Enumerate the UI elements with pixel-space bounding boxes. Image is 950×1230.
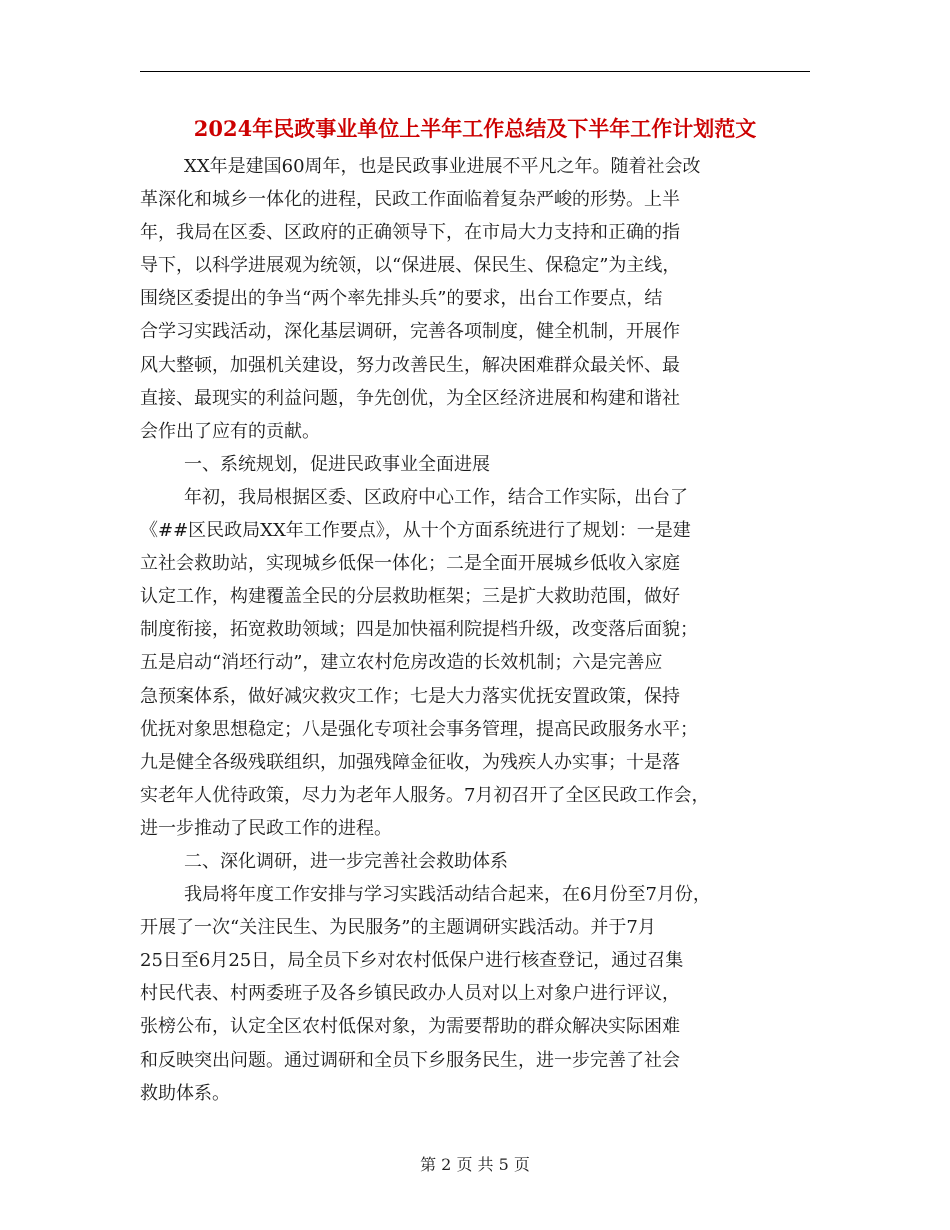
paragraph-line: XX年是建国60周年，也是民政事业进展不平凡之年。随着社会改	[184, 156, 701, 177]
paragraph-line: 制度衔接，拓宽救助领域；四是加快福利院提档升级，改变落后面貌；	[140, 619, 698, 641]
paragraph-line: 五是启动“消坯行动”，建立农村危房改造的长效机制；六是完善应	[140, 652, 663, 674]
paragraph-line: 围绕区委提出的争当“两个率先排头兵”的要求，出台工作要点，结	[140, 288, 663, 310]
paragraph-line: 年，我局在区委、区政府的正确领导下，在市局大力支持和正确的指	[140, 222, 680, 244]
paragraph-line: 我局将年度工作安排与学习实践活动结合起来，在6月份至7月份，	[184, 884, 711, 906]
paragraph-line: 九是健全各级残联组织，加强残障金征收，为残疾人办实事；十是落	[140, 751, 680, 773]
section-heading: 二、深化调研，进一步完善社会救助体系	[184, 850, 508, 872]
paragraph-line: 直接、最现实的利益问题，争先创优，为全区经济进展和构建和谐社	[140, 387, 680, 409]
paragraph-line: 村民代表、村两委班子及各乡镇民政办人员对以上对象户进行评议，	[140, 983, 680, 1005]
paragraph-line: 导下，以科学进展观为统领，以“保进展、保民生、保稳定”为主线，	[140, 255, 681, 277]
paragraph-line: 和反映突出问题。通过调研和全员下乡服务民生，进一步完善了社会	[140, 1049, 680, 1071]
paragraph-line: 《##区民政局XX年工作要点》，从十个方面系统进行了规划：一是建	[140, 520, 691, 542]
paragraph-line: 合学习实践活动，深化基层调研，完善各项制度，健全机制，开展作	[140, 321, 680, 343]
paragraph-line: 革深化和城乡一体化的进程，民政工作面临着复杂严峻的形势。上半	[140, 189, 680, 211]
document-body	[140, 150, 830, 1110]
paragraph-line: 优抚对象思想稳定；八是强化专项社会事务管理，提高民政服务水平；	[140, 718, 698, 740]
paragraph-line: 立社会救助站，实现城乡低保一体化；二是全面开展城乡低收入家庭	[140, 553, 680, 575]
paragraph-line: 实老年人优待政策，尽力为老年人服务。7月初召开了全区民政工作会，	[140, 784, 710, 806]
paragraph-line: 张榜公布，认定全区农村低保对象，为需要帮助的群众解决实际困难	[140, 1016, 680, 1038]
paragraph-line: 年初，我局根据区委、区政府中心工作，结合工作实际，出台了	[184, 486, 688, 508]
page-number: 第 2 页 共 5 页	[420, 1155, 530, 1174]
header-rule	[140, 71, 810, 72]
paragraph-line: 会作出了应有的贡献。	[140, 420, 320, 442]
paragraph-line: 救助体系。	[140, 1082, 230, 1104]
paragraph-line: 开展了一次“关注民生、为民服务”的主题调研实践活动。并于7月	[140, 917, 656, 939]
paragraph-line: 认定工作，构建覆盖全民的分层救助框架；三是扩大救助范围，做好	[140, 586, 680, 608]
document-title: 2024年民政事业单位上半年工作总结及下半年工作计划范文	[193, 116, 757, 141]
paragraph-line: 风大整顿，加强机关建设，努力改善民生，解决困难群众最关怀、最	[140, 354, 680, 376]
paragraph-line: 进一步推动了民政工作的进程。	[140, 817, 392, 839]
section-heading: 一、系统规划，促进民政事业全面进展	[184, 453, 490, 475]
paragraph-line: 25日至6月25日，局全员下乡对农村低保户进行核查登记，通过召集	[140, 950, 684, 972]
paragraph-line: 急预案体系，做好减灾救灾工作；七是大力落实优抚安置政策，保持	[140, 685, 680, 707]
